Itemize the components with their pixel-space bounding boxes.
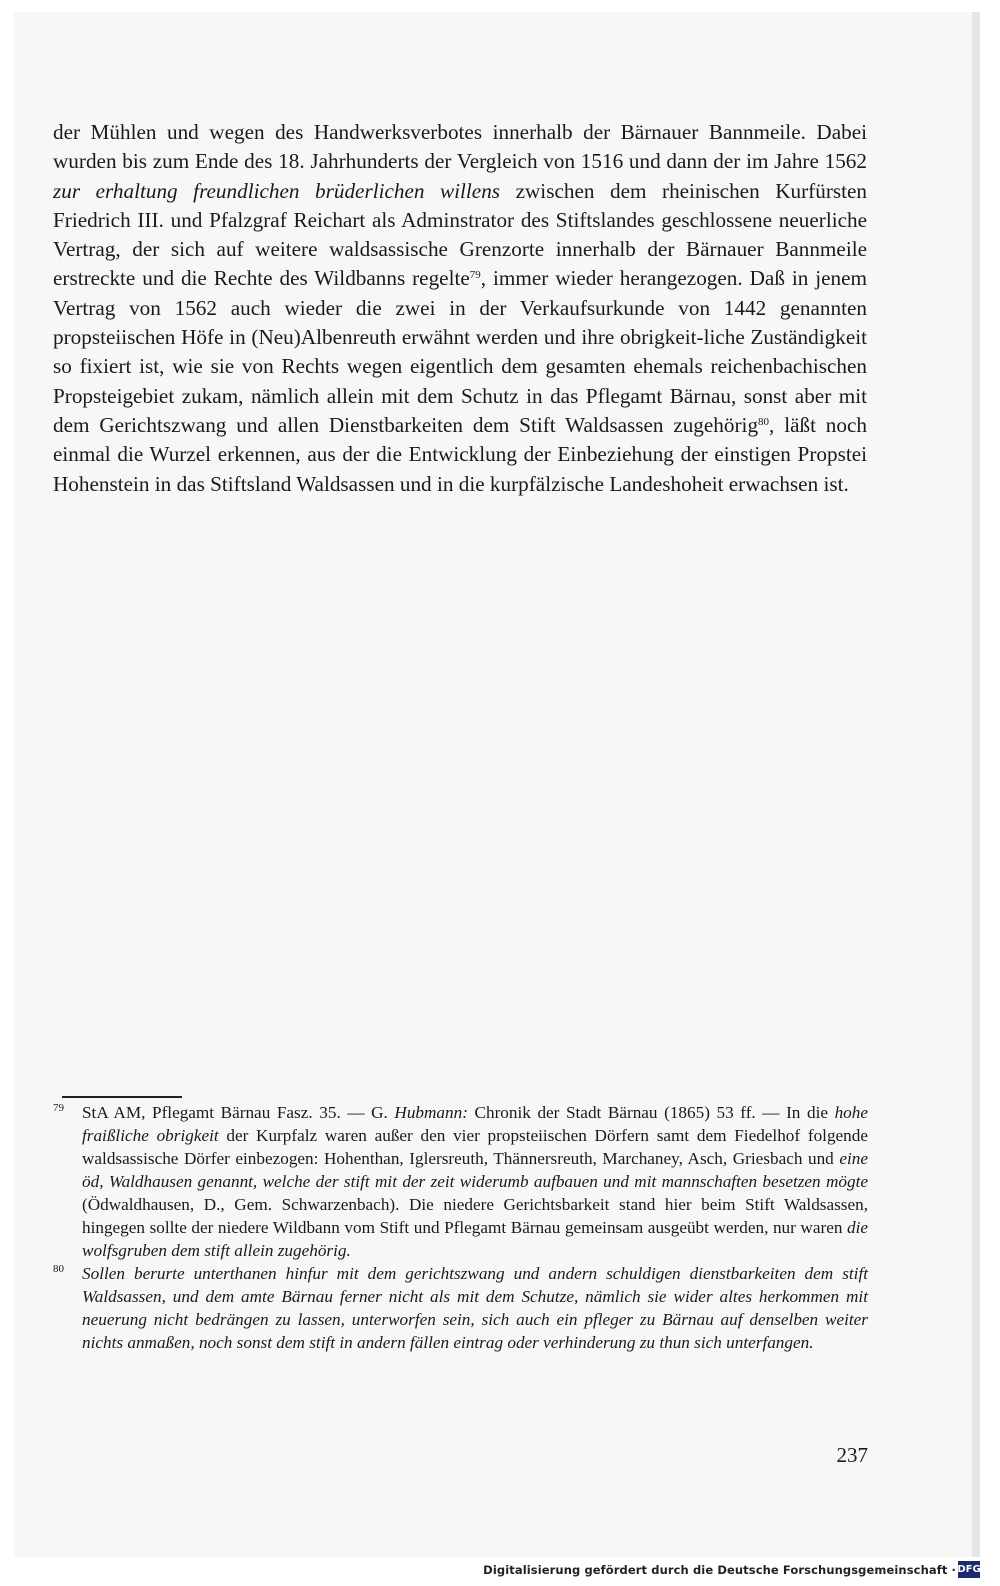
footnote-ref-80[interactable]: 80 [758, 415, 770, 428]
italic-quote: die wolfsgruben dem stift allein zugehörig. [82, 1218, 868, 1260]
italic-quote: eine öd, Waldhausen genannt, welche der stift mit der zeit widerumb aufbauen und mit mannschaften besetzen mögte [82, 1149, 868, 1191]
footnote-79 [50, 1101, 868, 1262]
footnote-separator [62, 1096, 182, 1098]
dfg-logo: DFG [958, 1561, 980, 1578]
page-number: 237 [836, 1443, 868, 1467]
footnote-number: 79 [53, 1102, 64, 1114]
text-segment: , immer wieder herangezogen. Daß in jenem Vertrag von 1562 auch wieder die zwei in der Verkaufsurkunde von 1442 genannten propsteiischen Höfe in (Neu)Albenreuth erwähnt werden und ihre obrigkeit-liche Zuständigkeit so fixiert ist, wie sie von Rechts wegen eigentlich dem gesamten ehemals reichenbachischen Propsteigebiet zukam, nämlich allein mit dem Schutz in das Pflegamt Bärnau, sonst aber mit dem Gerichtszwang und allen Dienstbarkeiten dem Stift Waldsassen zugehörig [53, 266, 867, 437]
text-segment: StA AM, Pflegamt Bärnau Fasz. 35. — G. [82, 1103, 395, 1122]
text-segment: der Mühlen und wegen des Handwerksverbotes innerhalb der Bärnauer Bannmeile. Dabei wurden bis zum Ende des 18. Jahrhunderts der Vergleich von 1516 und dann der im Jahre 1562 [53, 120, 867, 174]
author-name: Hubmann: [394, 1103, 468, 1122]
page-edge-shadow [972, 12, 980, 1557]
italic-quote: zur erhaltung freundlichen brüderlichen willens [53, 178, 501, 203]
text-segment: der Kurpfalz waren außer den vier propsteiischen Dörfern samt dem Fiedelhof folgende waldsassische Dörfer einbezogen: Hohenthan, Iglersreuth, Thännersreuth, Marchaney, Asch, Griesbach und [82, 1126, 868, 1168]
footnote-80 [50, 1262, 868, 1354]
main-text [53, 118, 867, 499]
text-segment: , läßt noch einmal die Wurzel erkennen, aus der die Entwicklung der Einbeziehung der einstigen Propstei Hohenstein in das Stiftsland Waldsassen und in die kurpfälzische Landeshoheit erwachsen ist. [53, 412, 867, 496]
text-segment: zwischen dem rheinischen Kurfürsten Friedrich III. und Pfalzgraf Reichart als Adminstrator des Stiftslandes geschlossene neuerliche Vertrag, der sich auf weitere waldsassische Grenzorte innerhalb der Bärnauer Bannmeile erstreckte und die Rechte des Wildbanns regelte [53, 178, 867, 291]
footnotes [50, 1101, 868, 1354]
body-paragraph [53, 118, 867, 499]
footnote-ref-79[interactable]: 79 [469, 269, 481, 282]
text-segment: Chronik der Stadt Bärnau (1865) 53 ff. — In die [467, 1103, 835, 1122]
footnote-number: 80 [53, 1263, 64, 1275]
italic-quote: hohe fraißliche obrigkeit [82, 1103, 868, 1145]
italic-quote: Sollen berurte unterthanen hinfur mit dem gerichtszwang und andern schuldigen dienstbarkeiten dem stift Waldsassen, und dem amte Bärnau ferner nicht als mit dem Schutze, nämlich sie wider altes herkommen mit neuerung nicht bedrängen zu lassen, unterworfen sein, sich auch ein pfleger zu Bärnau auf denselben weiter nichts anmaßen, noch sonst dem stift in andern fällen eintrag oder verhinderung zu thun sich unterfangen. [82, 1264, 868, 1352]
digitization-credit: Digitalisierung gefördert durch die Deutsche Forschungsgemeinschaft · [483, 1563, 956, 1577]
text-segment: (Ödwaldhausen, D., Gem. Schwarzenbach). Die niedere Gerichtsbarkeit stand hier beim Stift Waldsassen, hingegen sollte der niedere Wildbann vom Stift und Pflegamt Bärnau gemeinsam ausgeübt werden, nur waren [82, 1195, 868, 1237]
